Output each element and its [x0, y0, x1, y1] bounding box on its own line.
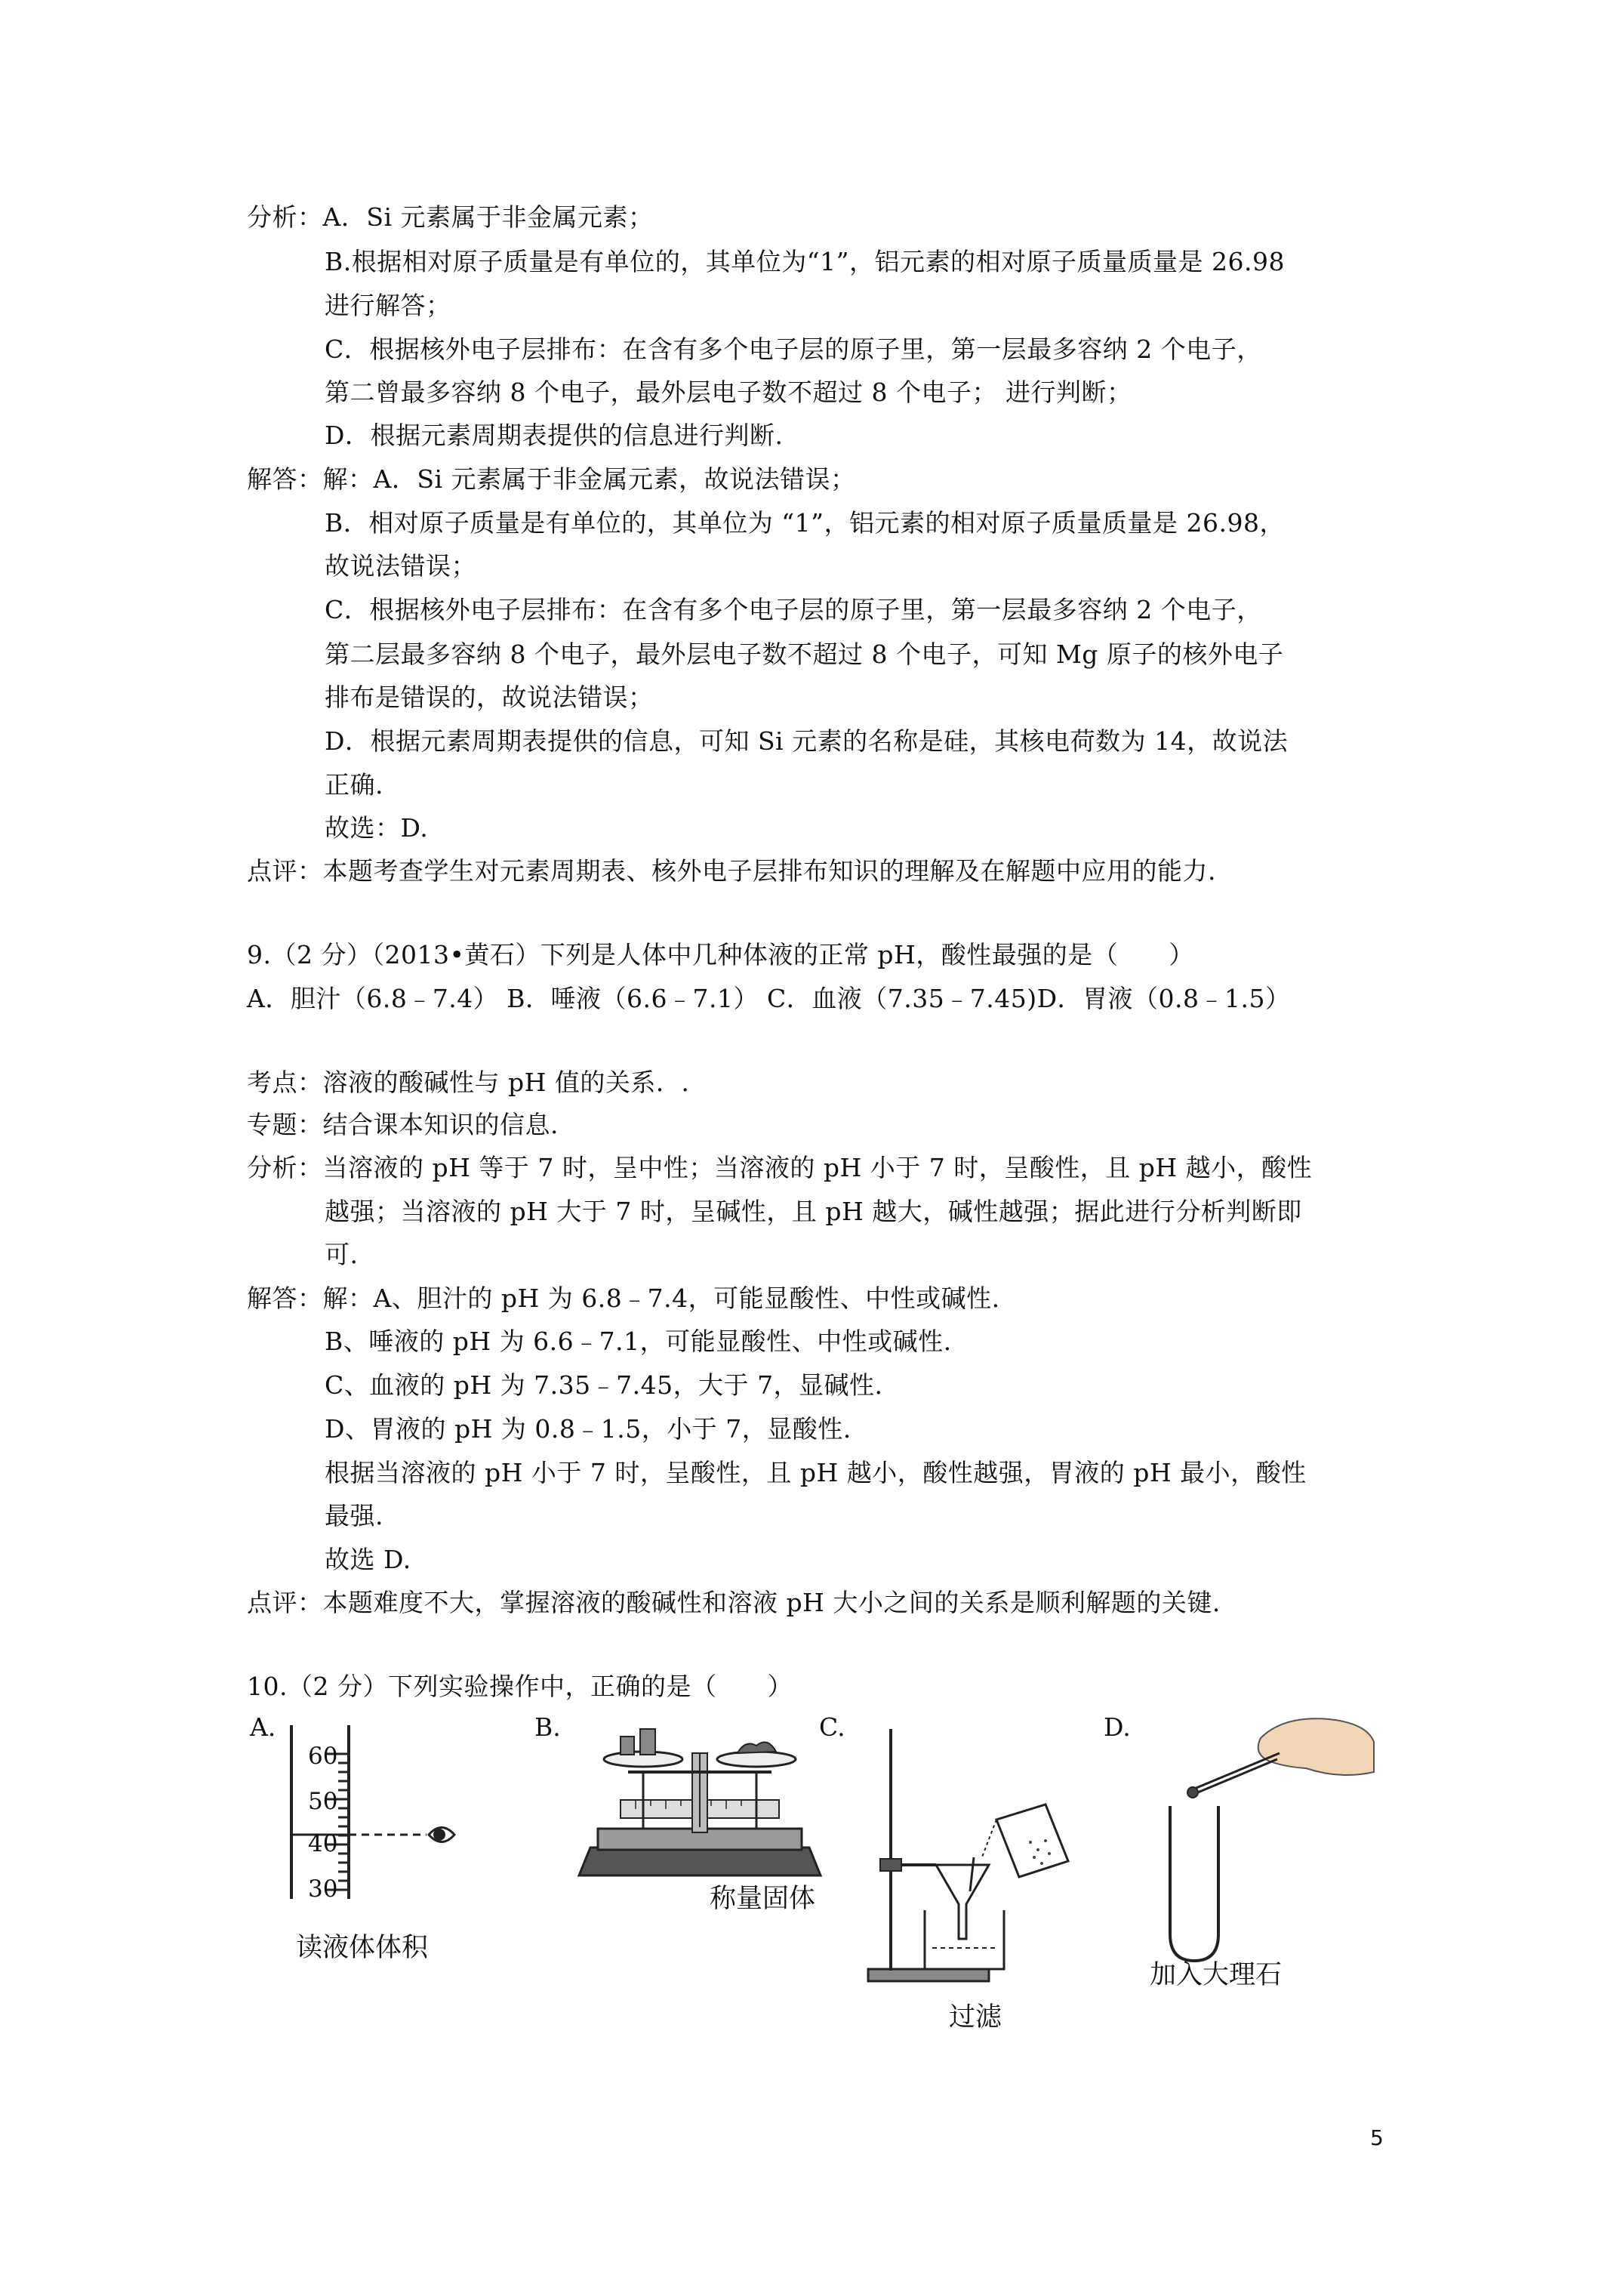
- balance-figure: [575, 1715, 824, 1889]
- answer-line: D．根据元素周期表提供的信息，可知 Si 元素的名称是硅，其核电荷数为 14，故说法: [325, 726, 1289, 756]
- answer-line: 排布是错误的，故说法错误；: [325, 683, 654, 712]
- answer-line: B．相对原子质量是有单位的，其单位为 “1”，铝元素的相对原子质量质量是 26.98，: [325, 508, 1285, 538]
- answer-line: 解答：解：A．Si 元素属于非金属元素，故说法错误；: [247, 464, 856, 494]
- page-number: 5: [1370, 2125, 1384, 2150]
- option-a-caption: 读液体体积: [296, 1933, 429, 1963]
- analysis-line: 越强；当溶液的 pH 大于 7 时，呈碱性，且 pH 越大，碱性越强；据此进行分析判断即: [325, 1197, 1302, 1226]
- answer-line: D、胃液的 pH 为 0.8﹣1.5，小于 7，显酸性.: [325, 1414, 852, 1444]
- tick-label: 30: [308, 1875, 338, 1903]
- option-b-label: B.: [534, 1712, 561, 1742]
- zhuanti-line: 专题：结合课本知识的信息.: [247, 1110, 559, 1139]
- tick-label: 40: [308, 1830, 338, 1857]
- answer-line: 故说法错误；: [325, 551, 476, 581]
- answer-line: B、唾液的 pH 为 6.6﹣7.1，可能显酸性、中性或碱性.: [325, 1327, 952, 1356]
- answer-line: 故选 D.: [325, 1545, 411, 1574]
- kaodian-line: 考点：溶液的酸碱性与 pH 值的关系．.: [247, 1068, 690, 1097]
- answer-line: 解答：解：A、胆汁的 pH 为 6.8﹣7.4，可能显酸性、中性或碱性.: [247, 1284, 1000, 1313]
- analysis-line: C．根据核外电子层排布：在含有多个电子层的原子里，第一层最多容纳 2 个电子，: [325, 334, 1262, 364]
- tick-label: 60: [308, 1743, 338, 1770]
- analysis-line: D．根据元素周期表提供的信息进行判断.: [325, 421, 784, 450]
- analysis-line: B.根据相对原子质量是有单位的，其单位为“1”，铝元素的相对原子质量质量是 26.98: [325, 247, 1285, 276]
- answer-line: 正确.: [325, 770, 383, 800]
- test-tube-figure: [1147, 1708, 1381, 1980]
- analysis-line: 进行解答；: [325, 291, 451, 320]
- question-10-stem: 10.（2 分）下列实验操作中，正确的是（ ）: [247, 1672, 793, 1701]
- answer-line: 第二层最多容纳 8 个电子，最外层电子数不超过 8 个电子，可知 Mg 原子的核外电子: [325, 639, 1284, 669]
- question-9-options: A．胆汁（6.8﹣7.4） B．唾液（6.6﹣7.1） C．血液（7.35﹣7.45)D．胃液（0.8﹣1.5）: [247, 984, 1291, 1013]
- analysis-line: 第二曾最多容纳 8 个电子，最外层电子数不超过 8 个电子； 进行判断；: [325, 378, 1132, 407]
- answer-line: 故选：D.: [325, 813, 429, 843]
- hand-icon: [1258, 1718, 1374, 1775]
- option-c-caption: 过滤: [949, 2002, 1002, 2032]
- answer-line: 最强.: [325, 1501, 383, 1530]
- question-9-stem: 9.（2 分）（2013•黄石）下列是人体中几种体液的正常 pH，酸性最强的是（ ）: [247, 940, 1194, 969]
- filtration-figure: [861, 1729, 1110, 1986]
- analysis-line: 分析：当溶液的 pH 等于 7 时，呈中性；当溶液的 pH 小于 7 时，呈酸性，且 pH 越小，酸性: [247, 1153, 1313, 1182]
- option-c-label: C.: [819, 1712, 845, 1742]
- option-b-caption: 称量固体: [710, 1884, 816, 1914]
- eye-icon: [429, 1828, 454, 1842]
- answer-line: C．根据核外电子层排布：在含有多个电子层的原子里，第一层最多容纳 2 个电子，: [325, 595, 1262, 624]
- review-line: 点评：本题难度不大，掌握溶液的酸碱性和溶液 pH 大小之间的关系是顺利解题的关键.: [247, 1588, 1221, 1617]
- tick-label: 50: [308, 1788, 338, 1815]
- option-d-label: D.: [1104, 1712, 1131, 1742]
- review-line: 点评：本题考查学生对元素周期表、核外电子层排布知识的理解及在解题中应用的能力.: [247, 856, 1216, 886]
- answer-line: C、血液的 pH 为 7.35﹣7.45，大于 7，显碱性.: [325, 1370, 883, 1400]
- analysis-line: 可.: [325, 1240, 359, 1269]
- option-d-caption: 加入大理石: [1150, 1960, 1283, 1990]
- option-a-label: A.: [250, 1712, 276, 1742]
- analysis-line: 分析：A．Si 元素属于非金属元素；: [247, 202, 654, 232]
- answer-line: 根据当溶液的 pH 小于 7 时，呈酸性，且 pH 越小，酸性越强，胃液的 pH 最小，酸性: [325, 1458, 1307, 1487]
